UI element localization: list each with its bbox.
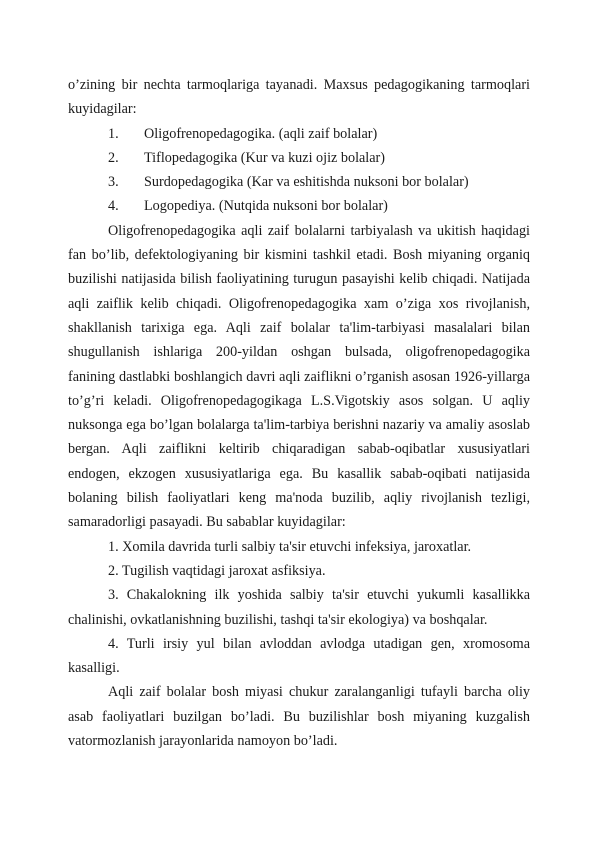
cause-item: 4. Turli irsiy yul bilan avloddan avlodga utadigan gen, xromosoma kasalligi. [68,635,530,677]
list-number: 1. [108,125,119,142]
list-number: 3. [108,174,119,191]
cause-item: 2. Tugilish vaqtidagi jaroxat asfiksiya. [108,562,326,579]
cause-item: 3. Chakalokning ilk yoshida salbiy ta'sir etuvchi yukumli kasallikka chalinishi, ovkatlanishning buzilishi, tashqi ta'sir ekologiya) va boshqalar. [68,587,530,628]
list-item [68,146,530,170]
branches-list [68,122,530,219]
list-text: Logopediya. (Nutqida nuksoni bor bolalar) [144,198,388,215]
list-text: Tiflopedagogika (Kur va kuzi ojiz bolalar) [144,149,385,166]
cause-item: 1. Xomila davrida turli salbiy ta'sir etuvchi infeksiya, jaroxatlar. [108,538,472,555]
paragraph-conclusion: Aqli zaif bolalar bosh miyasi chukur zaralanganligi tufayli barcha oliy asab faoliyatlari buzilgan bo’ladi. Bu buzilishlar bosh miyaning kuzgalish vatormozlanish jarayonlarida namoyon bo’ladi. [68,684,530,750]
list-number: 2. [108,149,119,166]
list-item [68,170,530,194]
list-text: Oligofrenopedagogika. (aqli zaif bolalar) [144,125,378,142]
list-item [68,194,530,218]
list-item [68,122,530,146]
paragraph-oligofrenopedagogika: Oligofrenopedagogika aqli zaif bolalarni tarbiyalash va ukitish haqidagi fan bo’lib, defektologiyaning bir kismini tashkil etadi. Bosh miyaning organiq buzilishi natijasida bilish faoliyatining turugun pasayishi kelib chiqadi. Natijada aqli zaiflik kelib chiqadi. Oligofrenopedagogika xam o’ziga xos rivojlanish, shakllanish tarixiga ega. Aqli zaif bolalar ta'lim-tarbiyasi masalalari bilan shugullanish ishlariga 200-yildan oshgan bulsada, oligofrenopedagogika fanining dastlabki boshlangich davri aqli zaiflikni o’rganish asosan 1926-yillarga to’g’ri keladi. Oligofrenopedagogikaga L.S.Vigotskiy asos solgan. U aqliy nuksonga ega bo’lgan bolalarga ta'lim-tarbiya berishni nazariy va amaliy asoslab bergan. Aqli zaiflikni keltirib chiqaradigan sabab-oqibatlar xususiyatlari endogen, ekzogen xususiyatlariga ega. Bu kasallik sabab-oqibati natijasida bolaning bilish faoliyatlari keng ma'noda buzilib, aqliy rivojlanish tezligi, samaradorligi pasayadi. Bu sabablar kuyidagilar: [68,222,530,531]
list-text: Surdopedagogika (Kar va eshitishda nuksoni bor bolalar) [144,174,469,191]
list-number: 4. [108,198,119,215]
paragraph-intro: o’zining bir nechta tarmoqlariga tayanadi. Maxsus pedagogikaning tarmoqlari kuyidagilar: [68,77,530,118]
